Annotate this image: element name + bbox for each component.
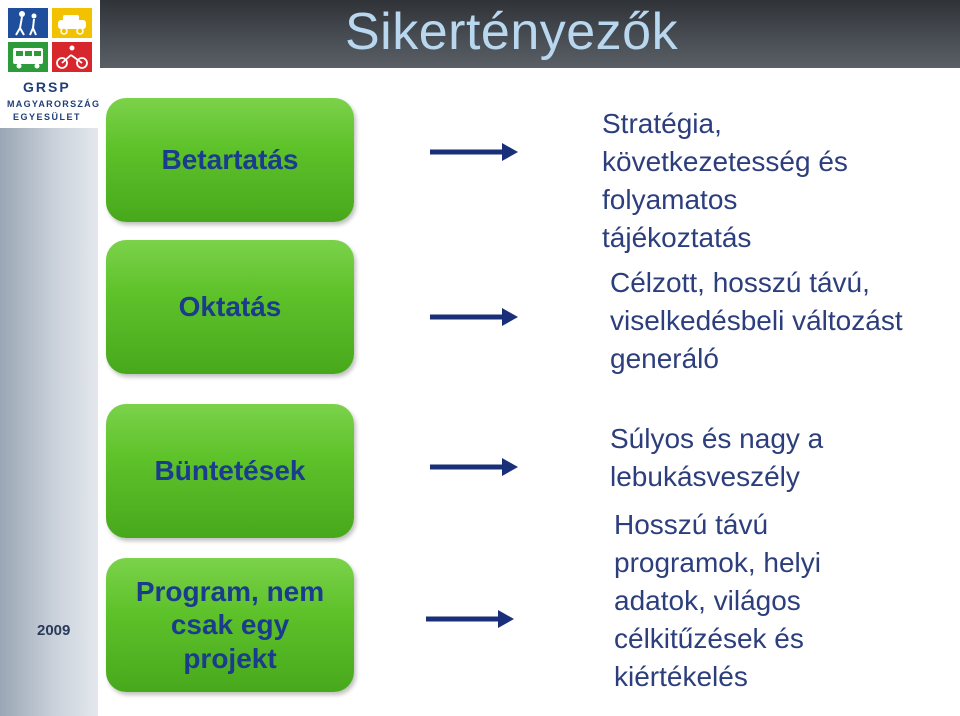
grsp-logo <box>0 0 100 128</box>
factor-label: csak egy <box>170 609 290 641</box>
factor-label: Büntetések <box>154 455 306 487</box>
logo-text: MAGYARORSZÁG <box>7 99 101 109</box>
logo-text: GRSP <box>23 79 71 95</box>
arrow-right-icon <box>428 305 520 329</box>
factor-description <box>602 105 848 257</box>
description-line: adatok, világos <box>614 585 801 616</box>
factor-box-program <box>106 558 354 692</box>
year-label: 2009 <box>37 622 71 639</box>
factor-description <box>614 506 821 696</box>
description-line: következetesség és <box>602 146 848 177</box>
pedestrian-icon <box>8 8 48 38</box>
factor-description <box>610 264 903 378</box>
arrow-right-icon <box>428 140 520 164</box>
description-line: Súlyos és nagy a <box>610 423 824 454</box>
description-line: Stratégia, <box>602 108 722 139</box>
description-line: folyamatos <box>602 184 738 215</box>
description-line: Célzott, hosszú távú, <box>610 267 870 298</box>
arrow-right-icon <box>428 455 520 479</box>
description-line: célkitűzések és <box>614 623 804 654</box>
factor-label: Program, nem <box>135 575 325 607</box>
factor-box-betartatas <box>106 98 354 222</box>
factor-label: projekt <box>183 642 277 674</box>
slide-title: Sikertényezők <box>345 3 679 61</box>
arrow-right-icon <box>424 607 516 631</box>
factor-label: Oktatás <box>178 291 282 323</box>
factor-box-oktatas <box>106 240 354 374</box>
description-line: kiértékelés <box>614 661 748 692</box>
factor-box-buntetesek <box>106 404 354 538</box>
description-line: programok, helyi <box>614 547 821 578</box>
factor-label: Betartatás <box>161 144 299 176</box>
description-line: lebukásveszély <box>610 461 800 492</box>
logo-text: EGYESÜLET <box>13 112 82 122</box>
logo-pictogram <box>0 0 100 78</box>
factor-description <box>610 420 823 496</box>
description-line: viselkedésbeli változást <box>610 305 903 336</box>
description-line: Hosszú távú <box>614 509 769 540</box>
description-line: generáló <box>610 343 719 374</box>
description-line: tájékoztatás <box>602 222 752 253</box>
